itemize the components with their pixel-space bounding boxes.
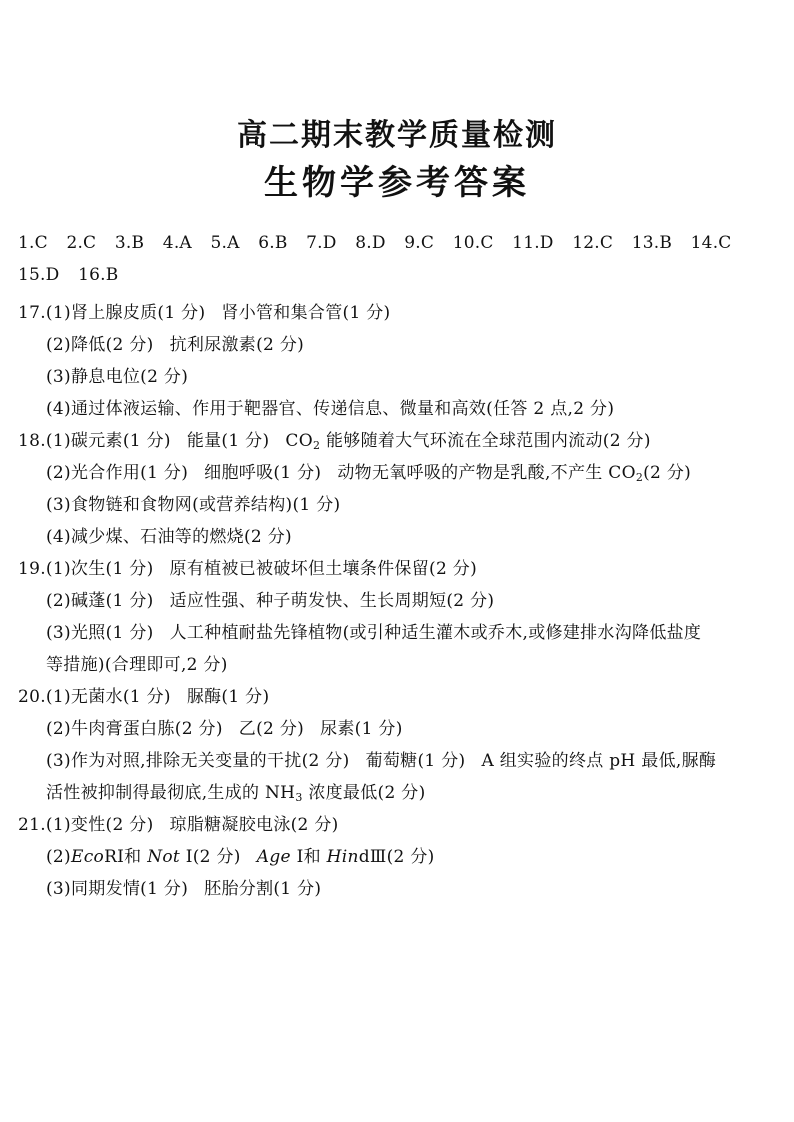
answer-text: 21.(1)变性(2 分): [18, 815, 154, 835]
mc-answer: 16.B: [78, 265, 119, 285]
mc-answer: 9.C: [404, 233, 435, 253]
answer-text: 浓度最低(2 分): [302, 783, 426, 803]
answer-text: 原有植被已被破坏但土壤条件保留(2 分): [169, 559, 477, 579]
q20-line3: [46, 746, 716, 771]
mc-answer: 12.C: [572, 233, 614, 253]
answer-text: 能够随着大气环流在全球范围内流动(2 分): [320, 431, 651, 451]
answer-text: 尿素(1 分): [320, 719, 403, 739]
enzyme-name: Eco: [70, 847, 105, 867]
answer-text: 动物无氧呼吸的产物是乳酸,不产生 CO: [337, 463, 636, 483]
mc-answers-row1: [18, 233, 732, 253]
subscript: 3: [295, 791, 303, 804]
answer-text: (2)碱蓬(1 分): [46, 591, 154, 611]
answer-text: dⅢ(2 分): [358, 847, 435, 867]
q19-line3: [46, 618, 701, 643]
mc-answer: 3.B: [114, 233, 145, 253]
q19-line2: [46, 586, 494, 611]
q21-line1: [18, 810, 339, 835]
answer-text: (3)作为对照,排除无关变量的干扰(2 分): [46, 751, 350, 771]
mc-answer: 4.A: [162, 233, 192, 253]
subscript: 2: [312, 439, 321, 452]
answer-text: 抗利尿激素(2 分): [169, 335, 305, 355]
answer-text: 葡萄糖(1 分): [365, 751, 466, 771]
answer-text: 活性被抑制得最彻底,生成的 NH: [46, 783, 296, 803]
q20-line4: [46, 778, 426, 803]
q17-line3: (3)静息电位(2 分): [46, 367, 189, 387]
mc-answer: 6.B: [258, 233, 288, 253]
answer-text: (2)光合作用(1 分): [46, 463, 189, 483]
answer-text: (3)光照(1 分): [46, 623, 154, 643]
q20-line1: [18, 682, 269, 707]
enzyme-name: Not: [147, 847, 181, 867]
q17-line4: (4)通过体液运输、作用于靶器官、传递信息、微量和高效(任答 2 点,2 分): [46, 399, 615, 419]
answer-text: 琼脂糖凝胶电泳(2 分): [169, 815, 339, 835]
answer-text: 胚胎分割(1 分): [204, 879, 322, 899]
answer-text: (2)牛肉膏蛋白胨(2 分): [46, 719, 223, 739]
answer-text: 适应性强、种子萌发快、生长周期短(2 分): [169, 591, 495, 611]
q17-line2: [46, 330, 304, 355]
mc-answer: 2.C: [66, 233, 97, 253]
answer-text: 脲酶(1 分): [186, 687, 270, 707]
answer-text: (2 分): [643, 463, 692, 483]
answer-text: A 组实验的终点 pH 最低,脲酶: [481, 751, 717, 771]
q17-line1: [18, 298, 391, 323]
mc-answer: 10.C: [452, 233, 494, 253]
answer-text: 乙(2 分): [238, 719, 305, 739]
mc-answer: 14.C: [690, 233, 732, 253]
answer-text: 18.(1)碳元素(1 分): [18, 431, 171, 451]
answer-text: 19.(1)次生(1 分): [18, 559, 154, 579]
answer-text: 能量(1 分): [186, 431, 270, 451]
mc-answer: 15.D: [18, 265, 60, 285]
mc-answers-row2: [18, 265, 131, 285]
exam-title: 高二期末教学质量检测: [237, 118, 557, 153]
answer-text: (2): [46, 847, 71, 867]
enzyme-name: Age: [256, 847, 291, 867]
answer-text: Ⅰ和: [290, 847, 327, 867]
q18-line2: [46, 458, 691, 483]
subject-answer-title: 生物学参考答案: [264, 163, 530, 203]
mc-answer: 13.B: [631, 233, 673, 253]
q21-line2: [46, 842, 435, 867]
answer-text: CO: [285, 431, 313, 451]
mc-answer: 8.D: [355, 233, 386, 253]
q18-line1: [18, 426, 651, 451]
enzyme-name: Hin: [326, 847, 359, 867]
q20-line2: [46, 714, 403, 739]
q18-line4: (4)减少煤、石油等的燃烧(2 分): [46, 527, 292, 547]
q19-line4: 等措施)(合理即可,2 分): [46, 655, 228, 675]
mc-answer: 5.A: [210, 233, 240, 253]
answer-text: (2)降低(2 分): [46, 335, 154, 355]
mc-answer: 11.D: [512, 233, 554, 253]
answer-text: 肾小管和集合管(1 分): [221, 303, 391, 323]
q21-line3: [46, 874, 321, 899]
answer-text: 20.(1)无菌水(1 分): [18, 687, 171, 707]
answer-text: RⅠ和: [104, 847, 148, 867]
q18-line3: (3)食物链和食物网(或营养结构)(1 分): [46, 495, 341, 515]
answer-text: Ⅰ(2 分): [180, 847, 241, 867]
answer-text: 17.(1)肾上腺皮质(1 分): [18, 303, 206, 323]
q19-line1: [18, 554, 477, 579]
subscript: 2: [635, 471, 644, 484]
answer-text: 人工种植耐盐先锋植物(或引种适生灌木或乔木,或修建排水沟降低盐度: [169, 623, 702, 643]
answer-text: (3)同期发情(1 分): [46, 879, 189, 899]
mc-answer: 1.C: [18, 233, 48, 253]
mc-answer: 7.D: [306, 233, 337, 253]
answer-text: 细胞呼吸(1 分): [204, 463, 322, 483]
